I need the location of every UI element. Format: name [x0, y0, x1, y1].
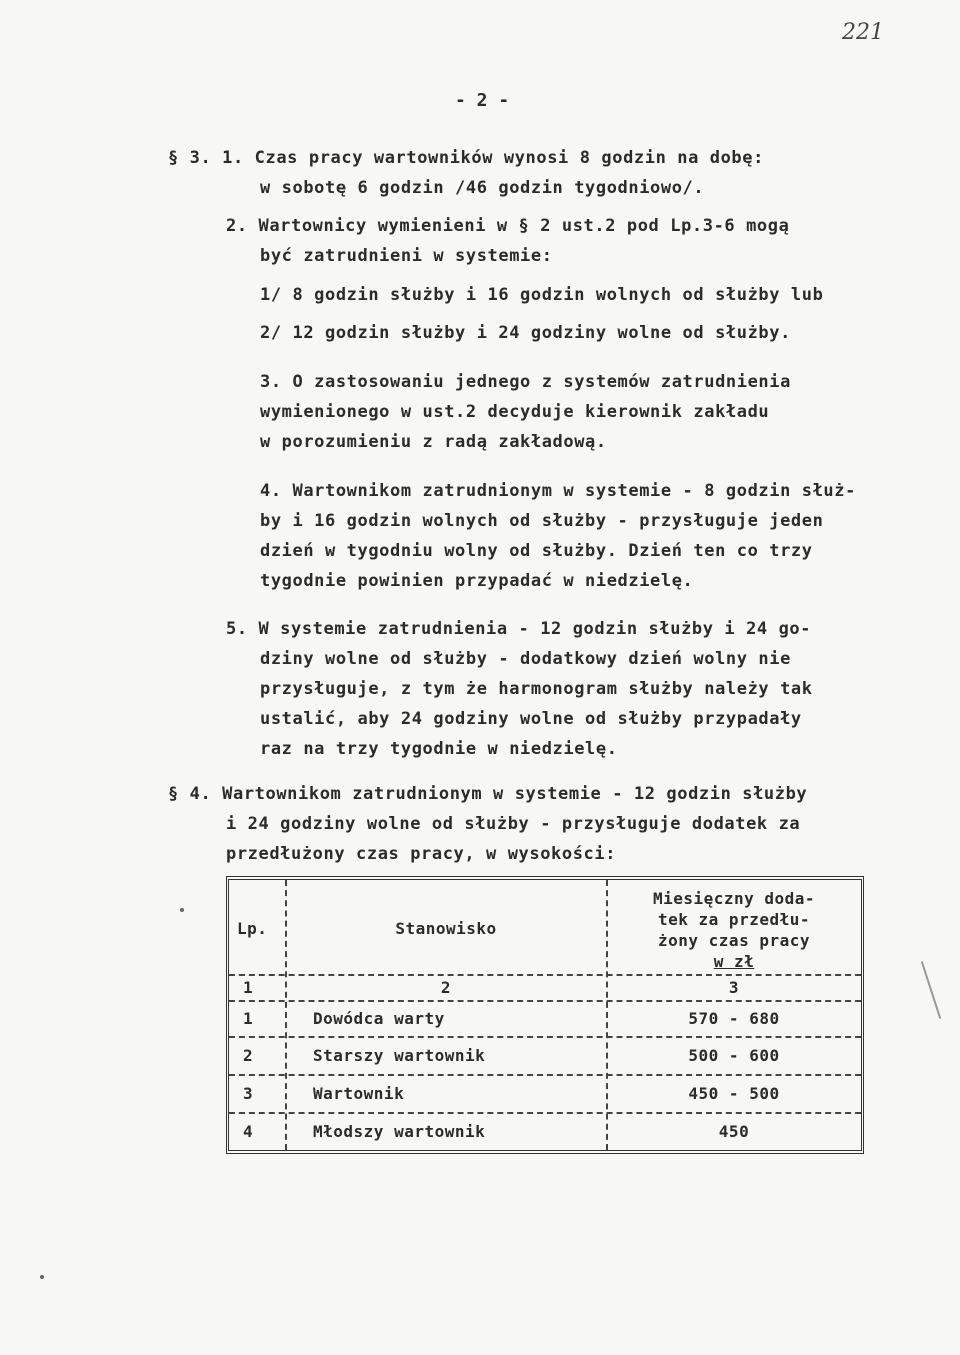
header-lp: Lp. — [237, 919, 268, 938]
section-3-point-3-line-3: w porozumieniu z radą zakładową. — [260, 432, 607, 452]
page-number: - 2 - — [455, 90, 510, 111]
allowance-table — [226, 876, 864, 1154]
section-3-point-1-line-1: § 3. 1. Czas pracy wartowników wynosi 8 godzin na dobę: — [168, 148, 764, 168]
scan-speck — [180, 908, 184, 912]
scan-speck — [40, 1275, 44, 1279]
column-number-1: 1 — [243, 978, 254, 997]
section-3-point-5-line-5: raz na trzy tygodnie w niedzielę. — [260, 739, 618, 759]
section-3-point-3-line-2: wymienionego w ust.2 decyduje kierownik zakładu — [260, 402, 770, 422]
row-4-lp: 4 — [243, 1122, 254, 1141]
header-position: Stanowisko — [395, 919, 497, 938]
row-4-allowance: 450 — [718, 1122, 750, 1141]
row-2-position: Starszy wartownik — [313, 1046, 486, 1065]
column-number-3: 3 — [728, 978, 740, 997]
row-2-allowance: 500 - 600 — [688, 1046, 780, 1065]
row-1-lp: 1 — [243, 1009, 254, 1028]
table-row-divider — [229, 1074, 861, 1076]
row-1-position: Dowódca warty — [313, 1009, 445, 1028]
section-4-line-1: § 4. Wartownikom zatrudnionym w systemie - 12 godzin służby — [168, 784, 808, 804]
header-allowance-line-2: tek za przedłu- — [658, 910, 810, 929]
section-3-point-1-line-2: w sobotę 6 godzin /46 godzin tygodniowo/. — [260, 178, 705, 198]
row-3-allowance: 450 - 500 — [688, 1084, 780, 1103]
row-3-lp: 3 — [243, 1084, 254, 1103]
section-3-point-5-line-3: przysługuje, z tym że harmonogram służby należy tak — [260, 679, 813, 699]
row-3-position: Wartownik — [313, 1084, 405, 1103]
handwritten-page-number: 221 — [842, 20, 884, 45]
row-4-position: Młodszy wartownik — [313, 1122, 486, 1141]
section-4-line-3: przedłużony czas pracy, w wysokości: — [226, 844, 617, 864]
section-3-point-4-line-3: dzień w tygodniu wolny od służby. Dzień ten co trzy — [260, 541, 813, 561]
section-3-point-4-line-4: tygodnie powinien przypadać w niedzielę. — [260, 571, 694, 591]
table-column-divider — [606, 880, 608, 1150]
row-2-lp: 2 — [243, 1046, 254, 1065]
column-number-2: 2 — [440, 978, 452, 997]
header-allowance-line-1: Miesięczny doda- — [652, 889, 816, 908]
system-option-1: 1/ 8 godzin służby i 16 godzin wolnych od służby lub — [260, 285, 824, 305]
header-allowance-line-4: w zł — [713, 952, 755, 971]
section-3-point-5-line-2: dziny wolne od służby - dodatkowy dzień wolny nie — [260, 649, 791, 669]
system-option-2: 2/ 12 godzin służby i 24 godziny wolne od służby. — [260, 323, 791, 343]
row-1-allowance: 570 - 680 — [688, 1009, 780, 1028]
section-3-point-2-line-2: być zatrudnieni w systemie: — [260, 246, 553, 266]
section-3-point-2-line-1: 2. Wartownicy wymienieni w § 2 ust.2 pod Lp.3-6 mogą — [226, 216, 790, 236]
table-row-divider — [229, 1000, 861, 1002]
margin-pen-stroke — [921, 961, 941, 1019]
section-3-point-4-line-2: by i 16 godzin wolnych od służby - przysługuje jeden — [260, 511, 824, 531]
section-3-point-5-line-4: ustalić, aby 24 godziny wolne od służby przypadały — [260, 709, 802, 729]
header-allowance-line-3: żony czas pracy — [658, 931, 810, 950]
section-3-point-5-line-1: 5. W systemie zatrudnienia - 12 godzin służby i 24 go- — [226, 619, 812, 639]
table-row-divider — [229, 1112, 861, 1114]
section-3-point-3-line-1: 3. O zastosowaniu jednego z systemów zatrudnienia — [260, 372, 791, 392]
section-4-line-2: i 24 godziny wolne od służby - przysługuje dodatek za — [226, 814, 801, 834]
table-header-divider — [229, 974, 861, 976]
table-row-divider — [229, 1036, 861, 1038]
section-3-point-4-line-1: 4. Wartownikom zatrudnionym w systemie - 8 godzin służ- — [260, 481, 856, 501]
